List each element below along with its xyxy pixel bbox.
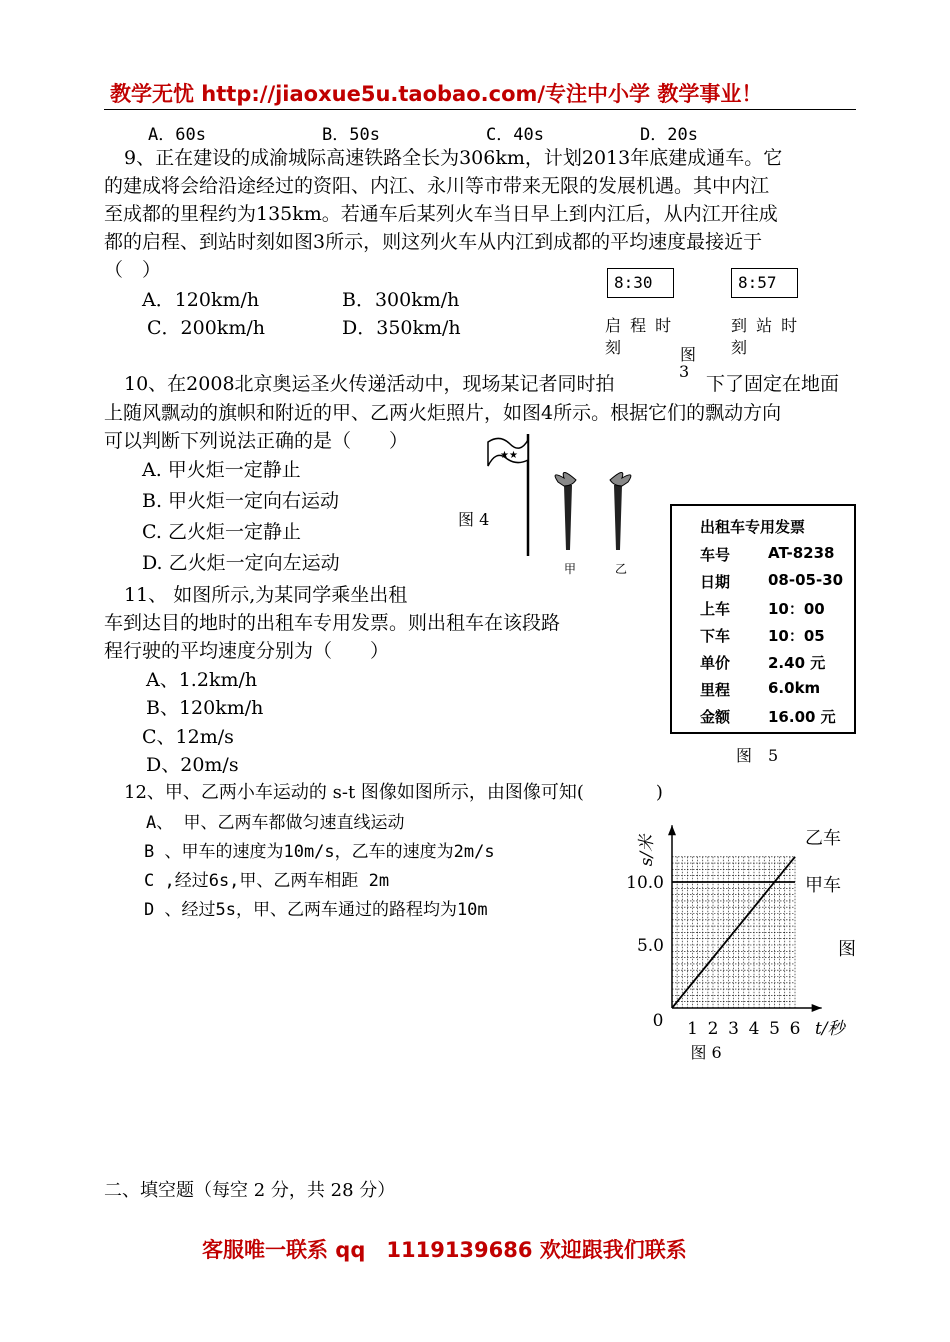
section2-heading: 二、填空题（每空 2 分，共 28 分） bbox=[104, 1180, 396, 1201]
y-axis-arrow-icon bbox=[668, 825, 676, 835]
svg-text:★★: ★★ bbox=[500, 450, 518, 461]
q8-option-b: B．50s bbox=[322, 125, 380, 145]
fig4-caption: 图 4 bbox=[458, 510, 490, 529]
x-tick-label: 1 bbox=[687, 1019, 698, 1039]
receipt-label: 上车 bbox=[700, 600, 731, 618]
x-tick-label: 3 bbox=[728, 1019, 739, 1039]
q11-option-d: D、20m/s bbox=[146, 754, 239, 776]
receipt-value: 6.0km bbox=[768, 679, 821, 697]
q8-option-d: D．20s bbox=[640, 125, 698, 145]
q10-line-1b: 下了固定在地面 bbox=[706, 373, 840, 395]
q9-option-d: D．350km/h bbox=[342, 317, 461, 339]
q12-option-c: C ,经过6s,甲、乙两车相距 2m bbox=[144, 871, 390, 891]
x-tick-label: 2 bbox=[707, 1019, 719, 1039]
fig4-illustration bbox=[480, 430, 650, 580]
q8-option-a: A．60s bbox=[148, 125, 206, 145]
q10-option-a: A. 甲火炬一定静止 bbox=[142, 459, 301, 481]
series-label: 乙车 bbox=[805, 828, 841, 850]
q10-line-1: 10、在2008北京奥运圣火传递活动中，现场某记者同时拍 bbox=[124, 373, 615, 395]
fig3-arrive-label-2: 刻 bbox=[731, 338, 748, 357]
fig3-caption: 图 bbox=[680, 345, 697, 364]
fig3-arrive-label: 到 站 时 bbox=[731, 316, 800, 335]
x-tick-label: 4 bbox=[748, 1019, 760, 1039]
q9-line-3: 至成都的里程约为135km。若通车后某列火车当日早上到内江后，从内江开往成 bbox=[104, 203, 778, 225]
x-tick-label: 0 bbox=[652, 1011, 664, 1031]
q10-option-b: B. 甲火炬一定向右运动 bbox=[142, 490, 340, 512]
receipt-label: 金额 bbox=[700, 708, 731, 726]
receipt-value: AT-8238 bbox=[768, 544, 835, 562]
series-label: 甲车 bbox=[805, 875, 841, 896]
fig4-torch-a-label: 甲 bbox=[564, 562, 577, 576]
q11-option-c: C、12m/s bbox=[142, 726, 234, 748]
receipt-label: 下车 bbox=[700, 627, 731, 645]
q9-line-4: 都的启程、到站时刻如图3所示，则这列火车从内江到成都的平均速度最接近于 bbox=[104, 231, 763, 253]
header-divider bbox=[104, 109, 856, 110]
fig6-caption: 图 6 bbox=[690, 1043, 722, 1062]
q9-option-b: B．300km/h bbox=[342, 289, 460, 311]
x-tick-label: 6 bbox=[789, 1019, 801, 1039]
q9-line-5: （ ） bbox=[104, 259, 162, 281]
footer-banner: 客服唯一联系 qq 1119139686 欢迎跟我们联系 bbox=[202, 1238, 687, 1262]
x-axis-arrow-icon bbox=[812, 1004, 822, 1012]
q12-stem: 12、甲、乙两小车运动的 s-t 图像如图所示，由图像可知( ) bbox=[124, 782, 663, 803]
fig6-edge-mark: 图 bbox=[838, 939, 857, 961]
flag-icon bbox=[488, 434, 528, 556]
q12-option-a: A、 甲、乙两车都做匀速直线运动 bbox=[146, 813, 405, 833]
fig3-caption-num: 3 bbox=[679, 362, 690, 381]
fig3-arrive-box: 8:57 bbox=[731, 268, 798, 298]
torch-a-icon bbox=[555, 472, 576, 550]
y-axis-label: s/米 bbox=[637, 834, 657, 867]
q10-option-d: D. 乙火炬一定向左运动 bbox=[142, 552, 340, 574]
y-tick-label: 5.0 bbox=[636, 936, 664, 956]
receipt-label: 单价 bbox=[700, 654, 731, 672]
receipt-label: 车号 bbox=[700, 546, 731, 564]
receipt-value: 10：05 bbox=[768, 627, 825, 645]
receipt-value: 16.00 元 bbox=[768, 708, 836, 726]
header-banner: 教学无忧 http://jiaoxue5u.taobao.com/专注中小学 教学事业！ bbox=[110, 82, 763, 106]
torch-b-icon bbox=[610, 472, 631, 550]
q11-line-1: 11、 如图所示,为某同学乘坐出租 bbox=[124, 584, 408, 606]
fig5-receipt bbox=[670, 504, 856, 734]
q9-line-2: 的建成将会给沿途经过的资阳、内江、永川等市带来无限的发展机遇。其中内江 bbox=[104, 175, 770, 197]
q8-option-c: C．40s bbox=[486, 125, 544, 145]
fig6-st-chart bbox=[620, 820, 870, 1062]
q9-option-c: C．200km/h bbox=[147, 317, 265, 339]
receipt-value: 2.40 元 bbox=[768, 654, 826, 672]
q11-line-2: 车到达目的地时的出租车专用发票。则出租车在该段路 bbox=[104, 612, 561, 634]
fig3-depart-label-2: 刻 bbox=[605, 338, 622, 357]
receipt-label: 里程 bbox=[700, 681, 731, 699]
receipt-title: 出租车专用发票 bbox=[700, 518, 806, 536]
q11-option-b: B、120km/h bbox=[146, 697, 264, 719]
q9-line-1: 9、正在建设的成渝城际高速铁路全长为306km，计划2013年底建成通车。它 bbox=[124, 147, 783, 169]
x-axis-label: t/秒 bbox=[814, 1019, 845, 1039]
x-tick-label: 5 bbox=[769, 1019, 780, 1039]
fig4-torch-b-label: 乙 bbox=[615, 562, 628, 576]
q10-line-3: 可以判断下列说法正确的是（ ） bbox=[104, 430, 409, 452]
q9-option-a: A．120km/h bbox=[142, 289, 260, 311]
q10-line-2: 上随风飘动的旗帜和附近的甲、乙两火炬照片，如图4所示。根据它们的飘动方向 bbox=[104, 402, 782, 424]
q12-option-d: D 、经过5s，甲、乙两车通过的路程均为10m bbox=[144, 900, 488, 920]
q10-option-c: C. 乙火炬一定静止 bbox=[142, 521, 301, 543]
receipt-value: 08-05-30 bbox=[768, 571, 844, 589]
receipt-label: 日期 bbox=[700, 573, 731, 591]
y-tick-label: 10.0 bbox=[626, 873, 664, 893]
q12-option-b: B 、甲车的速度为10m/s，乙车的速度为2m/s bbox=[144, 842, 495, 862]
receipt-value: 10：00 bbox=[768, 600, 825, 618]
fig3-depart-label: 启 程 时 bbox=[605, 316, 674, 335]
fig3-depart-box: 8:30 bbox=[607, 268, 674, 298]
fig5-caption: 图 5 bbox=[736, 746, 779, 765]
q11-option-a: A、1.2km/h bbox=[146, 669, 258, 691]
q11-line-3: 程行驶的平均速度分别为（ ） bbox=[104, 640, 390, 662]
